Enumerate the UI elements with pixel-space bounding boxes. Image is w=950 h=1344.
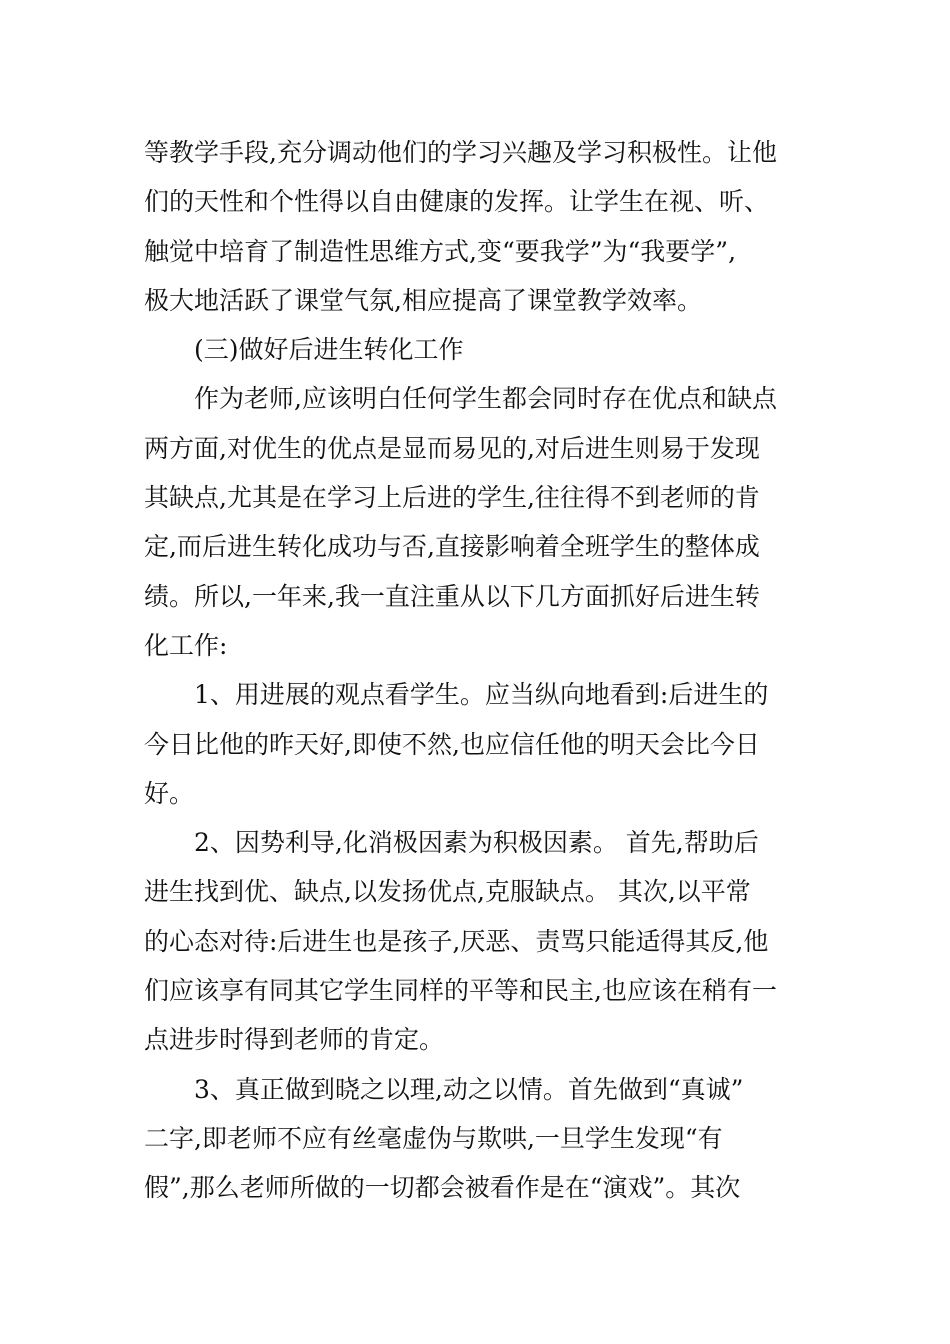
text-line: 两方面,对优生的优点是显而易见的,对后进生则易于发现	[144, 433, 760, 463]
text-line: 们的天性和个性得以自由健康的发挥。让学生在视、听、	[144, 187, 770, 217]
text-line: 的心态对待:后进生也是孩子,厌恶、责骂只能适得其反,他	[144, 926, 769, 956]
text-line: 其缺点,尤其是在学习上后进的学生,往往得不到老师的肯	[144, 483, 760, 513]
text-line: 触觉中培育了制造性思维方式,变“要我学”为“我要学”,	[144, 236, 737, 266]
text-line: 绩。所以,一年来,我一直注重从以下几方面抓好后进生转	[144, 581, 760, 611]
text-line: 点进步时得到老师的肯定。	[144, 1025, 445, 1055]
text-line: 极大地活跃了课堂气氛,相应提高了课堂教学效率。	[144, 285, 702, 315]
list-item-1: 1、用进展的观点看学生。应当纵向地看到:后进生的	[194, 680, 769, 710]
text-line: 假”,那么老师所做的一切都会被看作是在“演戏”。其次	[144, 1173, 741, 1203]
text-line: 们应该享有同其它学生同样的平等和民主,也应该在稍有一	[144, 976, 777, 1006]
text-line: 二字,即老师不应有丝毫虚伪与欺哄,一旦学生发现“有	[144, 1123, 723, 1153]
text-line: 好。	[144, 778, 195, 808]
list-item-3: 3、真正做到晓之以理,动之以情。首先做到“真诚”	[194, 1074, 744, 1104]
text-line: 今日比他的昨天好,即使不然,也应信任他的明天会比今日	[144, 729, 760, 759]
text-line: 等教学手段,充分调动他们的学习兴趣及学习积极性。让他	[144, 138, 777, 167]
text-line: 进生找到优、缺点,以发扬优点,克服缺点。 其次,以平常	[144, 877, 751, 907]
section-heading: (三)做好后进生转化工作	[194, 335, 464, 365]
text-line: 作为老师,应该明白任何学生都会同时存在优点和缺点	[194, 384, 777, 414]
document-body	[144, 128, 808, 1213]
text-line: 化工作:	[144, 630, 228, 660]
list-item-2: 2、因势利导,化消极因素为积极因素。 首先,帮助后	[194, 828, 759, 858]
text-line: 定,而后进生转化成功与否,直接影响着全班学生的整体成	[144, 532, 760, 562]
